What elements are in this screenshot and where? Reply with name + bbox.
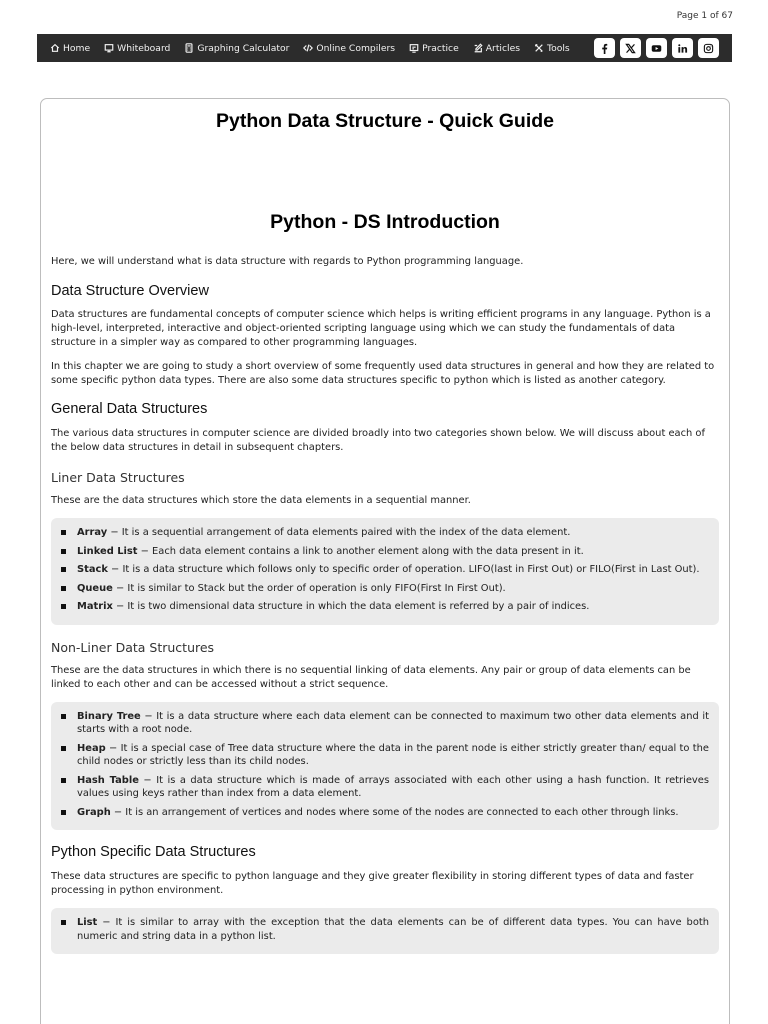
list-item-desc: − It is two dimensional data structure in which the data element is referred by a pair of indices. (112, 601, 590, 612)
nav-graphing-calculator[interactable] (184, 43, 289, 54)
nav-whiteboard[interactable] (104, 43, 170, 54)
list-item-term: Stack (77, 564, 108, 575)
nav-practice[interactable] (409, 43, 459, 54)
list-item (61, 806, 709, 820)
list-item-term: Heap (77, 742, 106, 754)
list-item (61, 916, 709, 943)
list-item (61, 526, 709, 540)
list-item-desc: − It is an arrangement of vertices and nodes where some of the nodes are connected to each other through links. (110, 806, 679, 818)
list-item-desc: − It is similar to Stack but the order of operation is only FIFO(First In First Out). (112, 582, 506, 594)
nav-articles-label: Articles (485, 42, 521, 54)
list-item (61, 600, 709, 614)
nav-tools-label: Tools (547, 42, 570, 54)
list-item-term: Binary Tree (77, 710, 141, 722)
list-item (61, 710, 709, 737)
liner-paragraph: These are the data structures which store the data elements in a sequential manner. (51, 495, 471, 506)
linkedin-link[interactable] (672, 38, 693, 58)
facebook-icon (599, 43, 610, 54)
liner-list-box (51, 518, 719, 625)
nav-whiteboard-label: Whiteboard (117, 42, 171, 54)
nav-tools[interactable] (534, 43, 570, 54)
practice-icon (409, 43, 419, 53)
list-item-desc: − It is a sequential arrangement of data elements paired with the index of the data element. (107, 527, 571, 538)
nav-home[interactable] (50, 43, 90, 54)
nav-graphing-calculator-label: Graphing Calculator (197, 42, 290, 54)
python-list-box (51, 908, 719, 954)
list-item-term: List (77, 917, 98, 928)
page-title: Python Data Structure - Quick Guide (215, 110, 555, 132)
x-link[interactable] (620, 38, 641, 58)
list-item-term: Matrix (77, 601, 113, 612)
nonliner-heading: Non-Liner Data Structures (51, 639, 215, 655)
nav-online-compilers[interactable] (303, 43, 395, 54)
list-item-desc: − It is a data structure where each data element can be connected to maximum two other data elements and it starts with a root node. (77, 710, 710, 735)
intro-paragraph: Here, we will understand what is data structure with regards to Python programming language. (51, 256, 524, 267)
list-item-term: Graph (77, 806, 111, 818)
calculator-icon (184, 43, 194, 53)
chapter-title: Python - DS Introduction (270, 211, 500, 233)
instagram-icon (703, 43, 714, 54)
instagram-link[interactable] (698, 38, 719, 58)
home-icon (50, 43, 60, 53)
list-item (61, 582, 709, 596)
nonliner-list-box (51, 702, 719, 831)
list-item (61, 742, 709, 769)
general-heading: General Data Structures (51, 401, 208, 417)
list-item-desc: − Each data element contains a link to another element along with the data present in it. (137, 545, 584, 557)
articles-icon (473, 43, 483, 53)
list-item-term: Queue (77, 582, 113, 594)
general-paragraph: The various data structures in computer science are divided broadly into two categories shown below. We will discuss about each of the below data structures in detail in subsequent chapters. (51, 428, 705, 453)
list-item-term: Linked List (77, 545, 138, 557)
social-links (589, 38, 732, 58)
list-item-term: Array (77, 527, 108, 538)
x-icon (625, 43, 636, 54)
tools-icon (534, 43, 544, 53)
list-item-desc: − It is a special case of Tree data structure where the data in the parent node is either strictly greater than/ equal to the child nodes or strictly less than its child nodes. (77, 742, 709, 767)
top-navbar (37, 34, 732, 62)
nav-practice-label: Practice (422, 42, 459, 54)
facebook-link[interactable] (594, 38, 615, 58)
list-item-term: Hash Table (77, 774, 139, 786)
document-card (40, 98, 730, 1024)
list-item-desc: − It is a data structure which is made of arrays associated with each other using a hash function. It retrieves values using keys rather than index from a data element. (77, 774, 709, 799)
youtube-icon (651, 43, 662, 54)
list-item (61, 774, 709, 801)
code-icon (303, 43, 313, 53)
nav-articles[interactable] (473, 43, 520, 54)
python-paragraph: These data structures are specific to python language and they give greater flexibility in storing different types of data and faster processing in python environment. (51, 871, 694, 896)
overview-paragraph-2: In this chapter we are going to study a short overview of some frequently used data structures in general and how they are related to some specific python data types. There are also some data structures specific to python which is listed as another category. (51, 361, 715, 386)
overview-paragraph-1: Data structures are fundamental concepts of computer science which helps is writing efficient programs in any language. Python is a high-level, interpreted, interactive and object-oriented scripting language using which we can study the fundamentals of data structure in a simpler way as compared to other programming languages. (51, 309, 711, 348)
linkedin-icon (677, 43, 688, 54)
list-item (61, 545, 709, 559)
nonliner-paragraph: These are the data structures in which there is no sequential linking of data elements. Any pair or group of data elements can be linked to each other and can be accessed without a strict sequence. (51, 664, 691, 690)
nav-home-label: Home (63, 42, 91, 54)
list-item (61, 563, 709, 577)
list-item-desc: − It is a data structure which follows only to specific order of operation. LIFO(last in First Out) or FILO(First in Last Out). (107, 564, 700, 575)
youtube-link[interactable] (646, 38, 667, 58)
page-indicator: Page 1 of 67 (676, 11, 733, 21)
python-heading: Python Specific Data Structures (51, 844, 256, 860)
list-item-desc: − It is similar to array with the exception that the data elements can be of different data types. You can have both numeric and string data in a python list. (77, 917, 709, 942)
whiteboard-icon (104, 43, 114, 53)
liner-heading: Liner Data Structures (51, 470, 185, 485)
overview-heading: Data Structure Overview (51, 283, 209, 299)
nav-online-compilers-label: Online Compilers (316, 42, 396, 54)
